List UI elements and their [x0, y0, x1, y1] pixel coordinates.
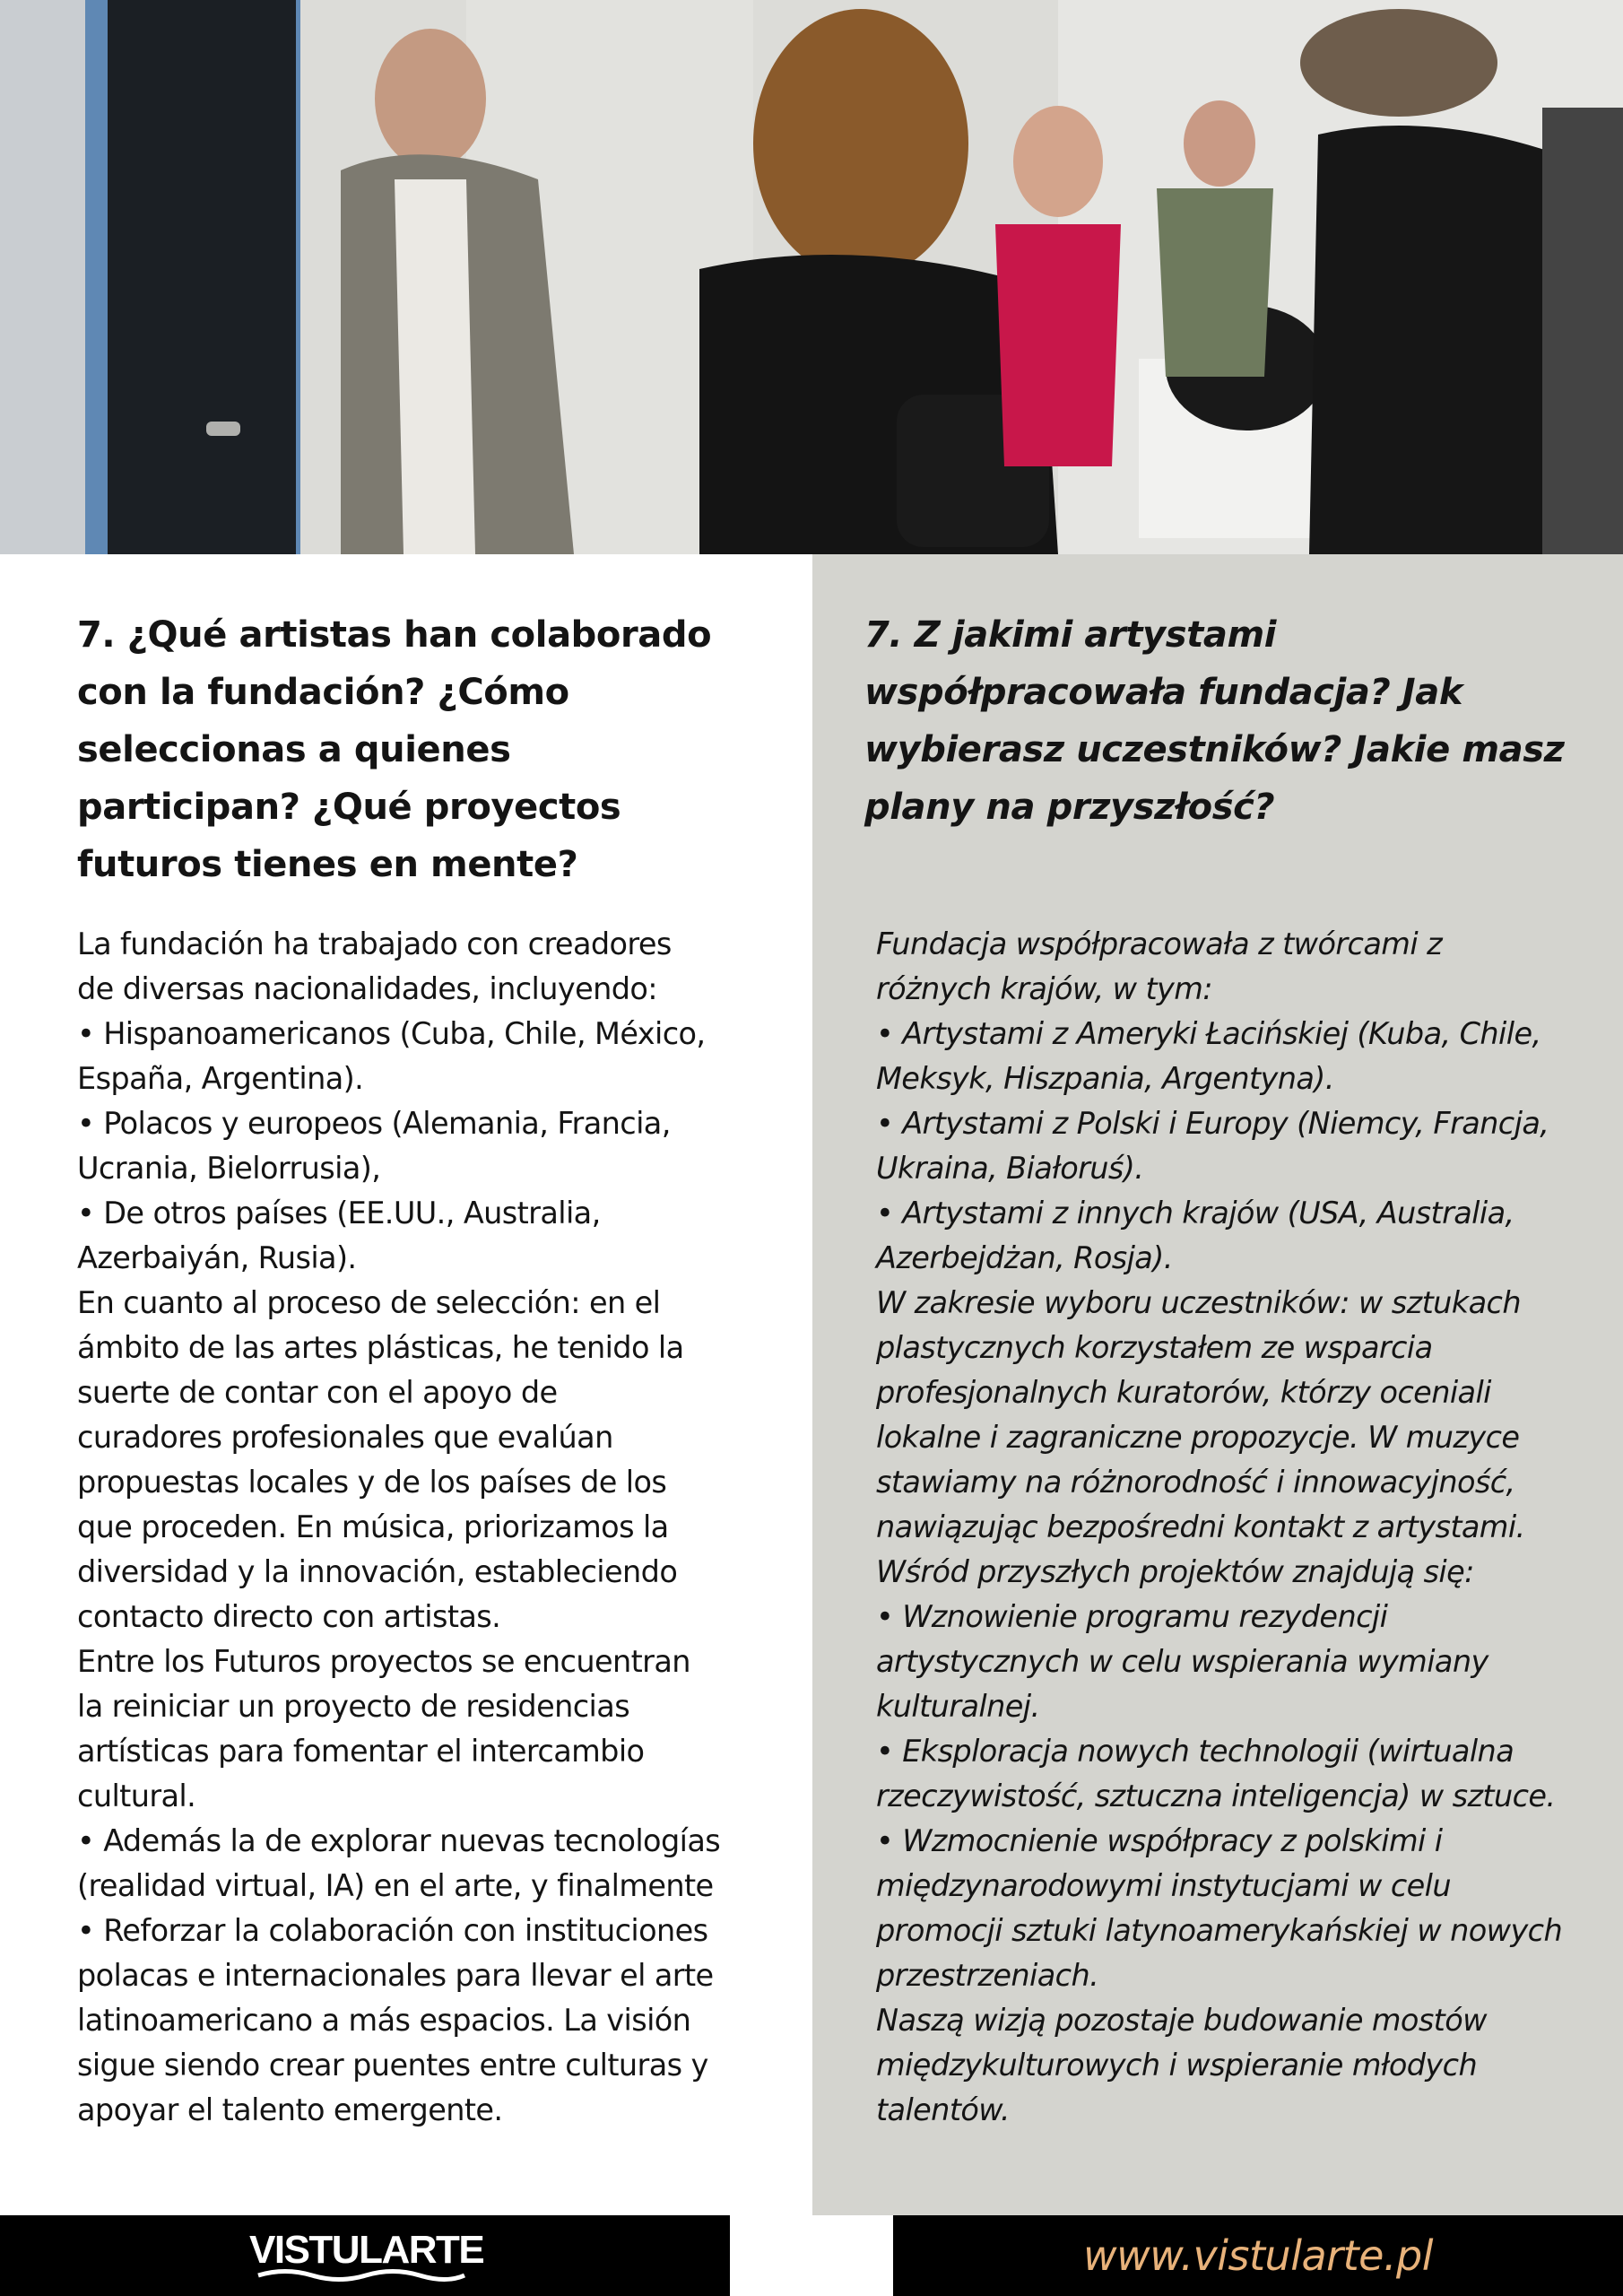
text-line: • Eksploracja nowych technologii (wirtualna: [876, 1734, 1515, 1769]
text-line: Wśród przyszłych projektów znajdują się:: [876, 1554, 1474, 1589]
text-line: przestrzeniach.: [876, 1958, 1099, 1993]
text-line: Azerbaiyán, Rusia).: [77, 1240, 357, 1275]
vistularte-logo: [249, 2226, 484, 2285]
text-line: • Reforzar la colaboración con instituciones: [77, 1913, 708, 1948]
text-line: Ukraina, Białoruś).: [876, 1151, 1144, 1186]
heading-line: 7. Z jakimi artystami: [864, 614, 1277, 656]
text-line: nawiązując bezpośredni kontakt z artystami.: [876, 1509, 1525, 1544]
heading-line: participan? ¿Qué proyectos: [77, 787, 621, 828]
spanish-answer-text: [77, 922, 794, 2133]
text-line: różnych krajów, w tym:: [876, 971, 1212, 1006]
text-line: Meksyk, Hiszpania, Argentyna).: [876, 1061, 1334, 1096]
text-line: W zakresie wyboru uczestników: w sztukach: [876, 1285, 1521, 1320]
text-line: • Polacos y europeos (Alemania, Francia,: [77, 1106, 671, 1141]
text-line: • Artystami z Ameryki Łacińskiej (Kuba, Chile,: [876, 1016, 1541, 1051]
text-line: cultural.: [77, 1779, 196, 1813]
heading-line: 7. ¿Qué artistas han colaborado: [77, 614, 712, 656]
text-line: stawiamy na różnorodność i innowacyjność,: [876, 1465, 1515, 1500]
text-line: la reiniciar un proyecto de residencias: [77, 1689, 630, 1724]
text-line: propuestas locales y de los países de los: [77, 1465, 667, 1500]
text-line: plastycznych korzystałem ze wsparcia: [876, 1330, 1433, 1365]
heading-line: plany na przyszłość?: [864, 787, 1275, 828]
text-line: Fundacja współpracowała z twórcami z: [876, 926, 1443, 961]
text-line: • Además la de explorar nuevas tecnologías: [77, 1823, 721, 1858]
text-line: ámbito de las artes plásticas, he tenido la: [77, 1330, 684, 1365]
text-line: • De otros países (EE.UU., Australia,: [77, 1196, 601, 1231]
text-line: Naszą wizją pozostaje budowanie mostów: [876, 2003, 1487, 2038]
text-line: • Wznowienie programu rezydencji: [876, 1599, 1388, 1634]
text-line: promocji sztuki latynoamerykańskiej w nowych: [876, 1913, 1563, 1948]
text-line: En cuanto al proceso de selección: en el: [77, 1285, 661, 1320]
text-line: contacto directo con artistas.: [77, 1599, 501, 1634]
text-line: • Artystami z innych krajów (USA, Australia,: [876, 1196, 1515, 1231]
text-line: artystycznych w celu wspierania wymiany: [876, 1644, 1488, 1679]
polish-question-heading: [864, 606, 1582, 836]
heading-line: wybierasz uczestników? Jakie masz: [864, 729, 1565, 770]
text-line: diversidad y la innovación, estableciendo: [77, 1554, 678, 1589]
text-line: suerte de contar con el apoyo de: [77, 1375, 558, 1410]
heading-line: con la fundación? ¿Cómo: [77, 672, 569, 713]
text-line: • Hispanoamericanos (Cuba, Chile, México,: [77, 1016, 706, 1051]
text-line: kulturalnej.: [876, 1689, 1040, 1724]
spanish-question-heading: [77, 606, 794, 893]
heading-line: seleccionas a quienes: [77, 729, 511, 770]
text-line: apoyar el talento emergente.: [77, 2092, 503, 2127]
text-line: artísticas para fomentar el intercambio: [77, 1734, 645, 1769]
text-line: Entre los Futuros proyectos se encuentran: [77, 1644, 690, 1679]
text-line: sigue siendo crear puentes entre culturas y: [77, 2048, 708, 2083]
text-line: profesjonalnych kuratorów, którzy oceniali: [876, 1375, 1491, 1410]
text-line: curadores profesionales que evalúan: [77, 1420, 613, 1455]
text-line: międzykulturowych i wspieranie młodych: [876, 2048, 1478, 2083]
gallery-event-photo: [0, 0, 1623, 554]
wave-icon: [249, 2267, 473, 2283]
heading-line: współpracowała fundacja? Jak: [864, 672, 1463, 713]
website-url[interactable]: www.vistularte.pl: [1082, 2231, 1434, 2280]
footer-divider: [730, 2215, 893, 2296]
polish-answer-text: [876, 922, 1593, 2133]
text-line: La fundación ha trabajado con creadores: [77, 926, 672, 961]
text-line: • Artystami z Polski i Europy (Niemcy, Francja,: [876, 1106, 1549, 1141]
text-line: Azerbejdżan, Rosja).: [876, 1240, 1173, 1275]
text-line: que proceden. En música, priorizamos la: [77, 1509, 669, 1544]
text-line: (realidad virtual, IA) en el arte, y finalmente: [77, 1868, 714, 1903]
text-line: de diversas nacionalidades, incluyendo:: [77, 971, 657, 1006]
heading-line: futuros tienes en mente?: [77, 844, 578, 885]
text-line: międzynarodowymi instytucjami w celu: [876, 1868, 1452, 1903]
text-line: latinoamericano a más espacios. La visión: [77, 2003, 691, 2038]
text-line: España, Argentina).: [77, 1061, 364, 1096]
logo-wordmark: VISTULARTE: [249, 2228, 484, 2272]
text-line: • Wzmocnienie współpracy z polskimi i: [876, 1823, 1443, 1858]
text-line: lokalne i zagraniczne propozycje. W muzyce: [876, 1420, 1520, 1455]
text-line: Ucrania, Bielorrusia),: [77, 1151, 381, 1186]
text-line: polacas e internacionales para llevar el arte: [77, 1958, 714, 1993]
text-line: rzeczywistość, sztuczna inteligencja) w sztuce.: [876, 1779, 1556, 1813]
text-line: talentów.: [876, 2092, 1010, 2127]
